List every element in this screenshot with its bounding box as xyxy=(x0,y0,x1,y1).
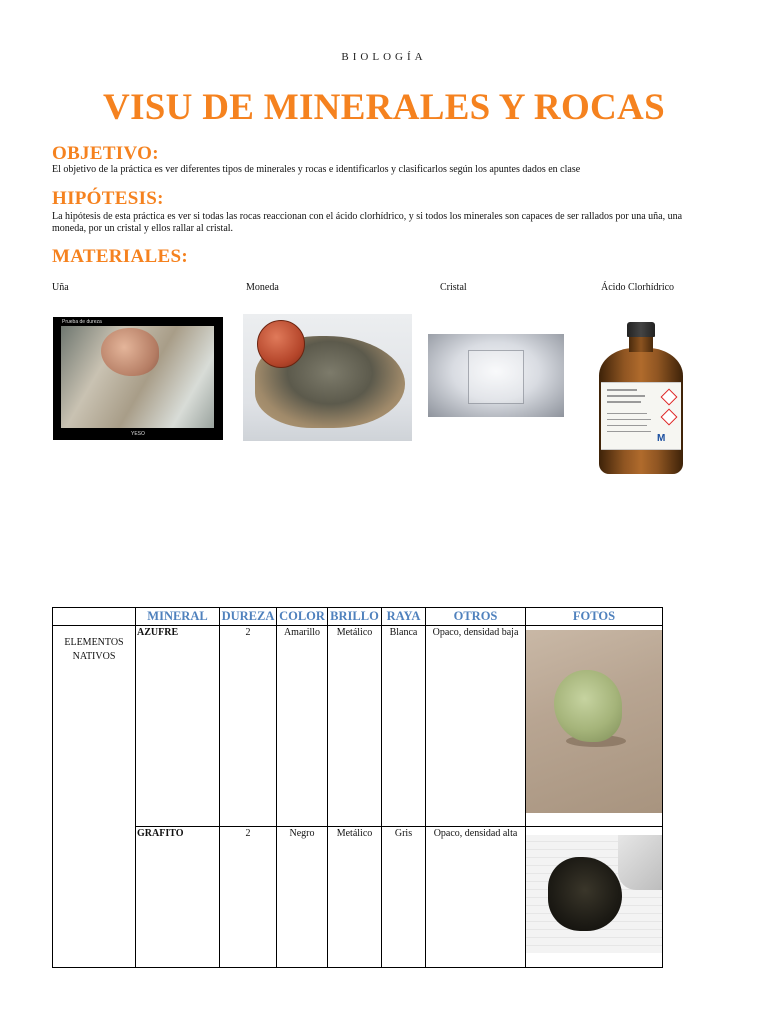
raya-value: Gris xyxy=(382,827,426,968)
una-photo-caption-top: Prueba de dureza xyxy=(62,319,102,325)
azufre-photo xyxy=(526,630,662,813)
subject-label: BIOLOGÍA xyxy=(341,51,427,63)
hazard-icon xyxy=(661,409,678,426)
grafito-photo-cell xyxy=(526,827,663,968)
brand-logo-icon: M xyxy=(657,433,666,444)
hipotesis-text: La hipótesis de esta práctica es ver si todas las rocas reaccionan con el ácido clorhídrico, y si todos los minerales son capaces de ser rallados por una uña, una moneda, por un cristal y ellos rallar al cristal. xyxy=(52,211,683,234)
finger-shape xyxy=(101,328,159,376)
sulfur-sample xyxy=(554,670,622,742)
table-header-otros: OTROS xyxy=(426,608,526,626)
label-line xyxy=(607,431,651,432)
una-photo-caption-bottom: YESO xyxy=(131,431,145,437)
table-header-raya: RAYA xyxy=(382,608,426,626)
label-line xyxy=(607,419,651,420)
cristal-photo xyxy=(428,334,564,417)
table-header-empty xyxy=(53,608,136,626)
material-label-moneda: Moneda xyxy=(246,282,279,293)
table-header-brillo: BRILLO xyxy=(328,608,382,626)
mineral-name: AZUFRE xyxy=(136,626,220,827)
label-line xyxy=(607,413,647,414)
dureza-value: 2 xyxy=(220,626,277,827)
glass-pane xyxy=(468,350,524,404)
table-header-mineral: MINERAL xyxy=(136,608,220,626)
azufre-photo-cell xyxy=(526,626,663,827)
grafito-photo xyxy=(526,835,662,953)
hazard-icon xyxy=(661,389,678,406)
graphite-sample xyxy=(548,857,622,931)
group-label: ELEMENTOS NATIVOS xyxy=(53,626,136,968)
page-title: VISU DE MINERALES Y ROCAS xyxy=(103,87,665,128)
materiales-heading: MATERIALES: xyxy=(52,246,188,267)
raya-value: Blanca xyxy=(382,626,426,827)
bottle-cap xyxy=(627,322,655,337)
bottle-label xyxy=(601,382,681,450)
table-header-fotos: FOTOS xyxy=(526,608,663,626)
table-header-dureza: DUREZA xyxy=(220,608,277,626)
otros-value: Opaco, densidad alta xyxy=(426,827,526,968)
table-row xyxy=(53,827,663,968)
acido-photo xyxy=(598,320,684,475)
material-label-acido: Ácido Clorhídrico xyxy=(601,282,675,293)
label-line xyxy=(607,389,637,391)
una-photo-scene xyxy=(61,326,214,428)
otros-value: Opaco, densidad baja xyxy=(426,626,526,827)
label-line xyxy=(607,401,641,403)
bottle-neck xyxy=(629,336,653,352)
brillo-value: Metálico xyxy=(328,626,382,827)
material-label-una: Uña xyxy=(52,282,69,293)
brillo-value: Metálico xyxy=(328,827,382,968)
minerals-table xyxy=(52,607,663,968)
objetivo-text: El objetivo de la práctica es ver diferentes tipos de minerales y rocas e identificarlos y clasificarlos según los apuntes dados en clase xyxy=(52,164,581,175)
objetivo-heading: OBJETIVO: xyxy=(52,143,159,164)
table-header-row xyxy=(53,608,663,626)
table-row xyxy=(53,626,663,827)
label-line xyxy=(607,425,647,426)
label-line xyxy=(607,395,645,397)
mineral-name: GRAFITO xyxy=(136,827,220,968)
coin-shape xyxy=(257,320,305,368)
moneda-photo xyxy=(243,314,412,441)
color-value: Amarillo xyxy=(277,626,328,827)
clip-shape xyxy=(618,835,662,890)
dureza-value: 2 xyxy=(220,827,277,968)
una-photo xyxy=(53,317,223,440)
color-value: Negro xyxy=(277,827,328,968)
hipotesis-heading: HIPÓTESIS: xyxy=(52,188,164,209)
table-header-color: COLOR xyxy=(277,608,328,626)
material-label-cristal: Cristal xyxy=(440,282,467,293)
